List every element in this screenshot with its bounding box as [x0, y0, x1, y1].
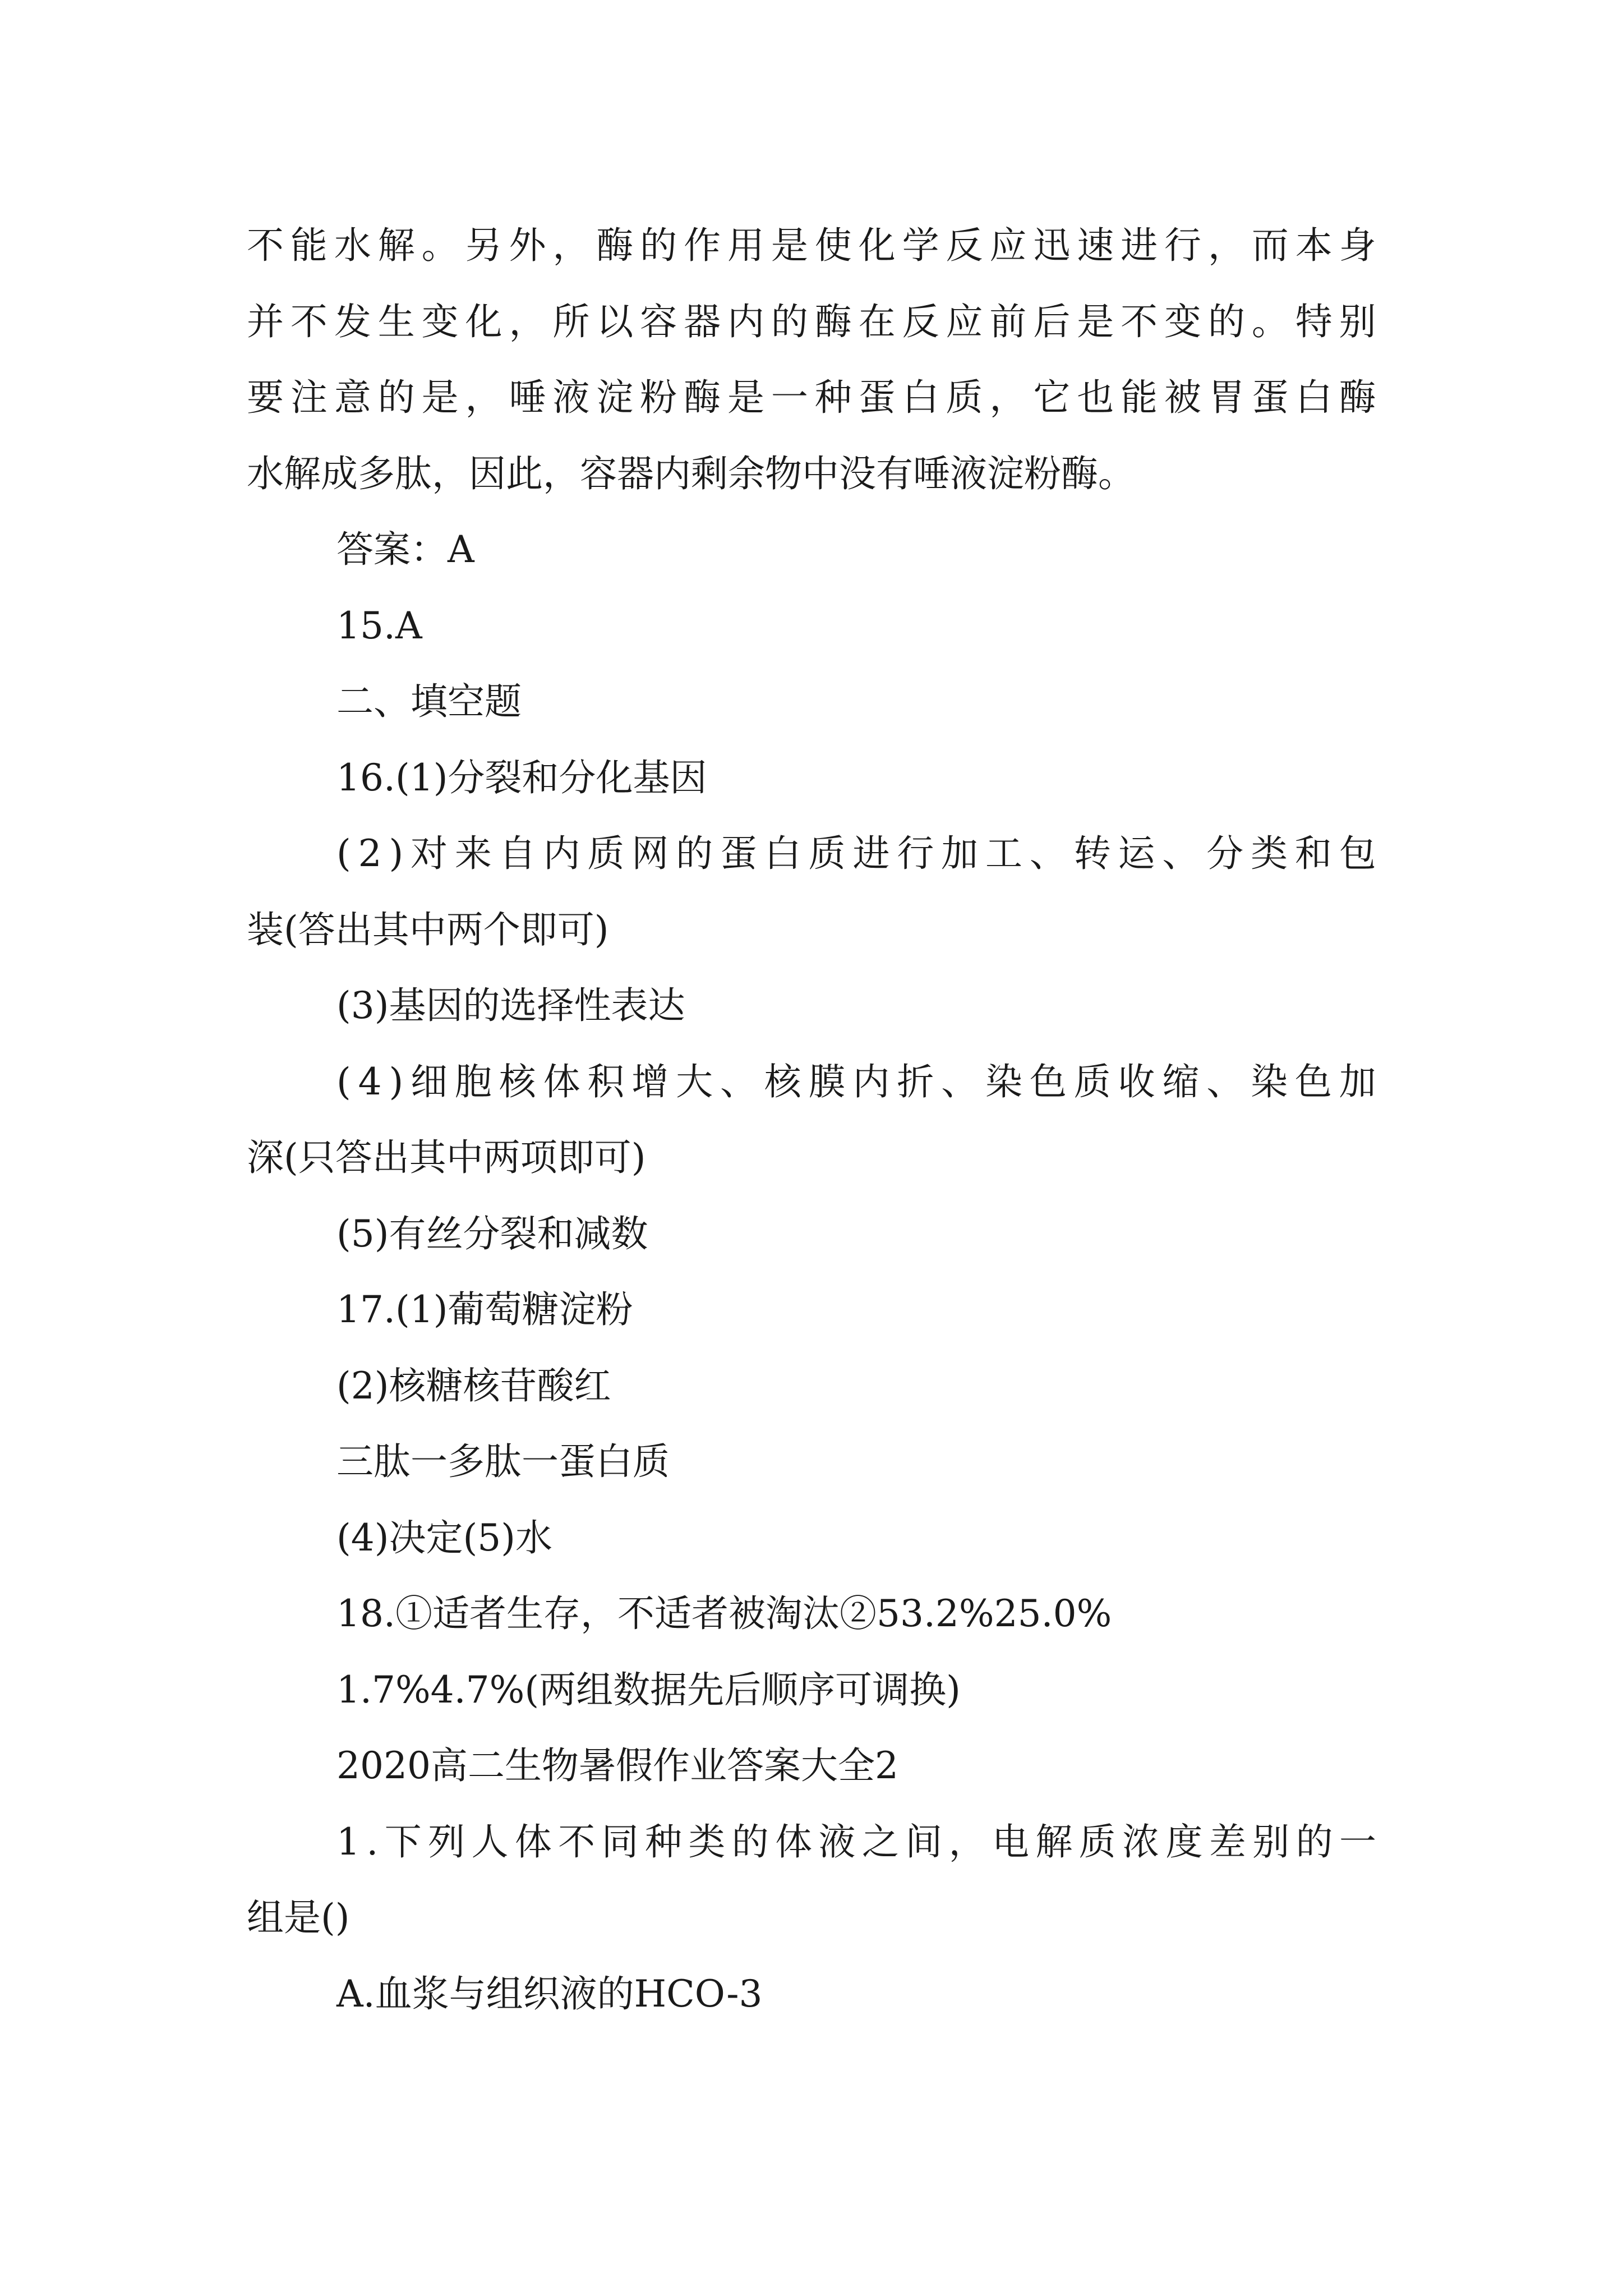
glyph: 同 — [601, 1820, 639, 1864]
glyph: 对 — [411, 832, 448, 875]
glyph: 内 — [727, 300, 764, 343]
glyph: 是 — [771, 224, 808, 267]
glyph: 1 — [336, 1820, 360, 1864]
glyph: 人 — [471, 1820, 509, 1864]
glyph: 加 — [941, 832, 979, 875]
glyph: 自 — [499, 832, 536, 875]
glyph: ， — [989, 376, 1027, 419]
glyph: 容 — [640, 300, 677, 343]
glyph: 质 — [946, 376, 983, 419]
glyph: 类 — [1251, 832, 1288, 875]
glyph: 它 — [1033, 376, 1071, 419]
glyph: 的 — [771, 300, 808, 343]
question-1-option-a: A.血浆与组织液的HCO-3 — [336, 1972, 763, 2016]
paragraph-line — [247, 284, 1376, 360]
glyph: 酶 — [814, 300, 852, 343]
glyph: 水 — [334, 224, 371, 267]
glyph: 酶 — [684, 376, 721, 419]
glyph: 化 — [465, 300, 502, 343]
glyph: 种 — [814, 376, 852, 419]
glyph: 进 — [852, 832, 890, 875]
glyph: 折 — [897, 1060, 934, 1103]
glyph: 核 — [764, 1060, 801, 1103]
glyph: 的 — [731, 1820, 769, 1864]
q16-part4-line1 — [247, 1044, 1376, 1120]
glyph: ， — [552, 224, 590, 267]
glyph: 缩 — [1162, 1060, 1200, 1103]
glyph: 速 — [1077, 224, 1114, 267]
glyph: 蛋 — [720, 832, 757, 875]
q17-part3: 三肽一多肽一蛋白质 — [336, 1440, 670, 1483]
glyph: 能 — [1121, 376, 1158, 419]
glyph: 的 — [676, 832, 713, 875]
glyph: 作 — [684, 224, 721, 267]
glyph: 、 — [1206, 1060, 1244, 1103]
glyph: 和 — [1294, 832, 1332, 875]
glyph: 电 — [992, 1820, 1029, 1864]
glyph: 学 — [902, 224, 939, 267]
glyph: 染 — [985, 1060, 1022, 1103]
glyph: 列 — [428, 1820, 465, 1864]
glyph: 。 — [1251, 300, 1289, 343]
q17-part2: (2)核糖核苷酸红 — [336, 1364, 611, 1407]
glyph: 体 — [514, 1820, 552, 1864]
glyph: ) — [389, 1060, 404, 1103]
glyph: 液 — [818, 1820, 856, 1864]
paragraph-line — [247, 208, 1376, 284]
glyph: 粉 — [640, 376, 677, 419]
glyph: 2 — [358, 832, 382, 875]
glyph: 变 — [421, 300, 459, 343]
glyph: 是 — [727, 376, 764, 419]
paragraph-line: 水解成多肽，因此，容器内剩余物中没有唾液淀粉酶。 — [247, 452, 1135, 495]
glyph: 后 — [1033, 300, 1071, 343]
glyph: 发 — [334, 300, 371, 343]
glyph: 而 — [1251, 224, 1289, 267]
glyph: 浓 — [1122, 1820, 1160, 1864]
glyph: 种 — [644, 1820, 682, 1864]
glyph: 、 — [941, 1060, 979, 1103]
glyph: 生 — [377, 300, 415, 343]
glyph: 白 — [764, 832, 801, 875]
answer-15: 15.A — [336, 604, 422, 647]
glyph: 之 — [861, 1820, 899, 1864]
glyph: 不 — [558, 1820, 596, 1864]
glyph: 转 — [1073, 832, 1111, 875]
glyph: 化 — [858, 224, 896, 267]
glyph: ， — [948, 1820, 986, 1864]
glyph: 用 — [727, 224, 764, 267]
glyph: 质 — [1078, 1820, 1116, 1864]
q16-part2-line1 — [247, 816, 1376, 892]
glyph: 的 — [377, 376, 415, 419]
glyph: 在 — [858, 300, 896, 343]
glyph: 胃 — [1207, 376, 1245, 419]
glyph: 胞 — [454, 1060, 492, 1103]
glyph: 的 — [1207, 300, 1245, 343]
q16-part5: (5)有丝分裂和减数 — [336, 1212, 648, 1255]
glyph: 体 — [543, 1060, 580, 1103]
glyph: ， — [465, 376, 502, 419]
glyph: 另 — [465, 224, 502, 267]
glyph: 是 — [421, 376, 459, 419]
glyph: 积 — [587, 1060, 625, 1103]
glyph: 增 — [631, 1060, 669, 1103]
glyph: 一 — [771, 376, 808, 419]
glyph: 反 — [946, 224, 983, 267]
glyph: 唾 — [509, 376, 546, 419]
glyph: 应 — [946, 300, 983, 343]
q16-part2-line2: 装(答出其中两个即可) — [247, 908, 609, 951]
glyph: 外 — [509, 224, 546, 267]
question-1-line1 — [247, 1804, 1376, 1880]
glyph: 反 — [902, 300, 939, 343]
glyph: 间 — [905, 1820, 943, 1864]
glyph: 液 — [552, 376, 590, 419]
glyph: 被 — [1164, 376, 1202, 419]
glyph: 要 — [247, 376, 284, 419]
q16-part1: 16.(1)分裂和分化基因 — [336, 756, 707, 799]
q17-part4: (4)决定(5)水 — [336, 1516, 552, 1559]
glyph: 膜 — [808, 1060, 846, 1103]
glyph: 质 — [587, 832, 625, 875]
glyph: 是 — [1077, 300, 1114, 343]
glyph: 所 — [552, 300, 590, 343]
glyph: ( — [336, 832, 351, 875]
glyph: ) — [389, 832, 404, 875]
glyph: 别 — [1252, 1820, 1290, 1864]
answer-line: 答案：A — [336, 528, 474, 571]
glyph: 4 — [358, 1060, 382, 1103]
glyph: 进 — [1121, 224, 1158, 267]
glyph: 行 — [1164, 224, 1202, 267]
glyph: 色 — [1294, 1060, 1332, 1103]
q16-part4-line2: 深(只答出其中两项即可) — [247, 1136, 646, 1179]
glyph: 变 — [1164, 300, 1202, 343]
glyph: 应 — [989, 224, 1027, 267]
glyph: 也 — [1077, 376, 1114, 419]
glyph: 蛋 — [1251, 376, 1289, 419]
glyph: 工 — [985, 832, 1022, 875]
glyph: 本 — [1295, 224, 1332, 267]
glyph: 来 — [454, 832, 492, 875]
glyph: . — [366, 1820, 379, 1864]
q18-line2: 1.7%4.7%(两组数据先后顺序可调换) — [336, 1668, 961, 1711]
glyph: 核 — [499, 1060, 536, 1103]
glyph: ， — [1207, 224, 1245, 267]
q16-part3: (3)基因的选择性表达 — [336, 984, 685, 1027]
glyph: 差 — [1209, 1820, 1246, 1864]
paragraph-line — [247, 360, 1376, 436]
glyph: 身 — [1339, 224, 1376, 267]
glyph: 行 — [897, 832, 934, 875]
glyph: 度 — [1165, 1820, 1203, 1864]
glyph: 使 — [814, 224, 852, 267]
glyph: 质 — [808, 832, 846, 875]
glyph: 网 — [631, 832, 669, 875]
section-heading: 二、填空题 — [336, 680, 522, 723]
q17-part1: 17.(1)葡萄糖淀粉 — [336, 1288, 633, 1331]
glyph: 蛋 — [858, 376, 896, 419]
glyph: 器 — [684, 300, 721, 343]
glyph: 加 — [1339, 1060, 1376, 1103]
glyph: 解 — [1035, 1820, 1073, 1864]
glyph: 酶 — [1339, 376, 1376, 419]
glyph: 收 — [1118, 1060, 1155, 1103]
document-page — [247, 208, 1376, 2032]
glyph: 分 — [1206, 832, 1244, 875]
section-title: 2020高二生物暑假作业答案大全2 — [336, 1744, 898, 1787]
question-1-line2: 组是() — [247, 1896, 350, 1939]
q18-line1: 18.①适者生存，不适者被淘汰②53.2%25.0% — [336, 1592, 1112, 1635]
glyph: 解 — [377, 224, 415, 267]
glyph: 以 — [596, 300, 634, 343]
glyph: 不 — [247, 224, 284, 267]
glyph: 质 — [1073, 1060, 1111, 1103]
glyph: 、 — [720, 1060, 757, 1103]
glyph: 内 — [852, 1060, 890, 1103]
glyph: 白 — [902, 376, 939, 419]
glyph: 下 — [384, 1820, 422, 1864]
glyph: 前 — [989, 300, 1027, 343]
glyph: 。 — [421, 224, 459, 267]
glyph: 意 — [334, 376, 371, 419]
glyph: 的 — [640, 224, 677, 267]
glyph: ， — [509, 300, 546, 343]
glyph: 并 — [247, 300, 284, 343]
glyph: 包 — [1339, 832, 1376, 875]
glyph: 的 — [1295, 1820, 1333, 1864]
glyph: 细 — [411, 1060, 448, 1103]
glyph: 运 — [1118, 832, 1155, 875]
glyph: 淀 — [596, 376, 634, 419]
glyph: 酶 — [596, 224, 634, 267]
glyph: 、 — [1162, 832, 1200, 875]
glyph: 、 — [1029, 832, 1067, 875]
glyph: 别 — [1339, 300, 1376, 343]
glyph: 不 — [1121, 300, 1158, 343]
glyph: 类 — [688, 1820, 726, 1864]
glyph: 内 — [543, 832, 580, 875]
glyph: 染 — [1251, 1060, 1288, 1103]
glyph: ( — [336, 1060, 351, 1103]
glyph: 色 — [1029, 1060, 1067, 1103]
glyph: 一 — [1339, 1820, 1376, 1864]
glyph: 迅 — [1033, 224, 1071, 267]
glyph: 注 — [290, 376, 328, 419]
glyph: 特 — [1295, 300, 1332, 343]
glyph: 白 — [1295, 376, 1332, 419]
glyph: 大 — [676, 1060, 713, 1103]
glyph: 能 — [290, 224, 328, 267]
glyph: 体 — [775, 1820, 813, 1864]
glyph: 不 — [290, 300, 328, 343]
